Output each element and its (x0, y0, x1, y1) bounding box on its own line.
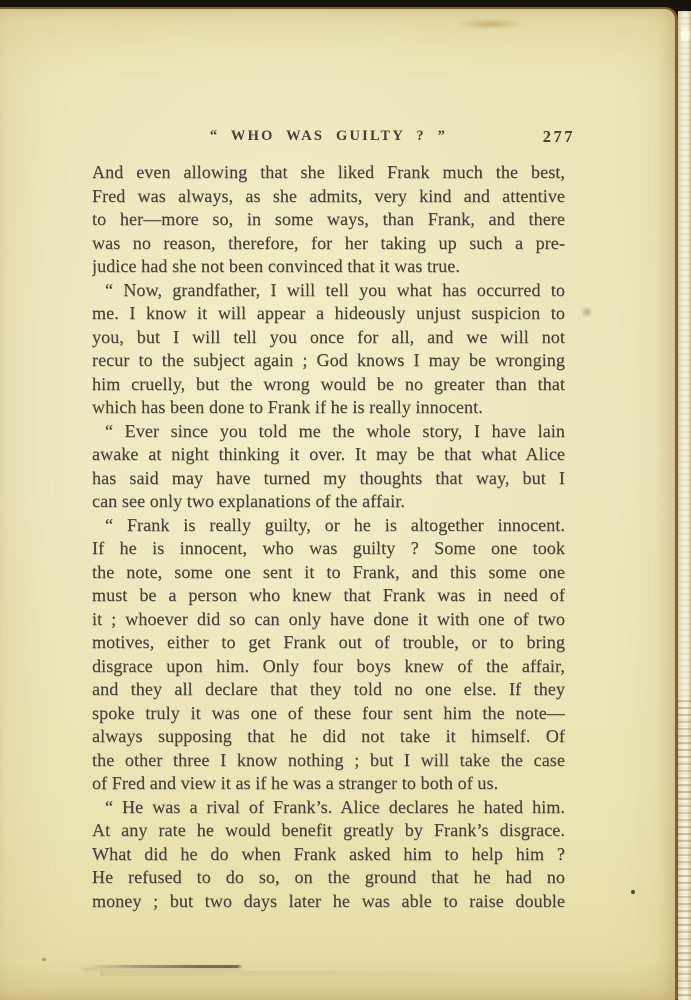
text-line: the note, some one sent it to Frank, and this some one (92, 561, 565, 582)
text-line: judice had she not been convinced that it was true. (92, 256, 460, 276)
text-line: “ Now, grandfather, I will tell you what has occurred to (105, 279, 565, 300)
text-line: always supposing that he did not take it himself. Of (92, 726, 565, 746)
text-line: him cruelly, but the wrong would be no greater than that (92, 373, 565, 394)
text-line: motives, either to get Frank out of trouble, or to bring (92, 632, 565, 652)
ink-speck (631, 890, 635, 894)
text-line: recur to the subject again ; God knows I may be wronging (92, 350, 565, 370)
page-stack-lines (678, 700, 691, 1000)
text-line: “ Ever since you told me the whole story, I have lain (105, 420, 565, 441)
text-line: you, but I will tell you once for all, and we will not (92, 326, 565, 347)
text-line: Fred was always, as she admits, very kind and attentive (92, 185, 565, 206)
text-line: of Fred and view it as if he was a stranger to both of us. (92, 773, 499, 793)
text-line: spoke truly it was one of these four sent him the note— (92, 702, 565, 723)
red-speck (42, 958, 46, 961)
stray-pencil-line (83, 965, 243, 968)
text-line: must be a person who knew that Frank was in need of (92, 585, 565, 605)
text-line: can see only two explanations of the affair. (92, 491, 405, 511)
paper-smudge (581, 306, 593, 318)
text-line: “ He was a rival of Frank’s. Alice declares he hated him. (105, 796, 565, 817)
stray-line-shadow (100, 971, 520, 976)
text-line: And even allowing that she liked Frank much the best, (92, 162, 565, 182)
text-line: the other three I know nothing ; but I will take the case (92, 749, 565, 770)
text-line: money ; but two days later he was able to raise double (92, 890, 565, 911)
text-line: me. I know it will appear a hideously unjust suspicion to (92, 303, 565, 323)
body-text (92, 161, 565, 913)
text-line: which has been done to Frank if he is really innocent. (92, 397, 483, 417)
text-line: awake at night thinking it over. It may be that what Alice (92, 444, 565, 464)
paper-stain (455, 18, 525, 30)
book-page-edges (678, 11, 691, 1000)
text-line: and they all declare that they told no one else. If they (92, 679, 565, 699)
text-line: At any rate he would benefit greatly by Frank’s disgrace. (92, 820, 565, 840)
text-line: has said may have turned my thoughts that way, but I (92, 467, 565, 488)
running-header-title: “ WHO WAS GUILTY ? ” (209, 128, 448, 144)
text-line: to her—more so, in some ways, than Frank, and there (92, 209, 565, 229)
page-number: 277 (542, 127, 575, 146)
text-line: What did he do when Frank asked him to help him ? (92, 843, 565, 864)
text-line: “ Frank is really guilty, or he is altogether innocent. (105, 514, 565, 535)
text-line: it ; whoever did so can only have done it with one of two (92, 608, 565, 629)
text-line: He refused to do so, on the ground that he had no (92, 867, 565, 887)
running-header (92, 127, 575, 148)
text-line: If he is innocent, who was guilty ? Some one took (92, 538, 565, 558)
text-line: was no reason, therefore, for her taking up such a pre- (92, 232, 565, 253)
text-line: disgrace upon him. Only four boys knew of the affair, (92, 655, 565, 676)
edge-highlight (681, 28, 689, 41)
book-page (0, 7, 678, 1000)
